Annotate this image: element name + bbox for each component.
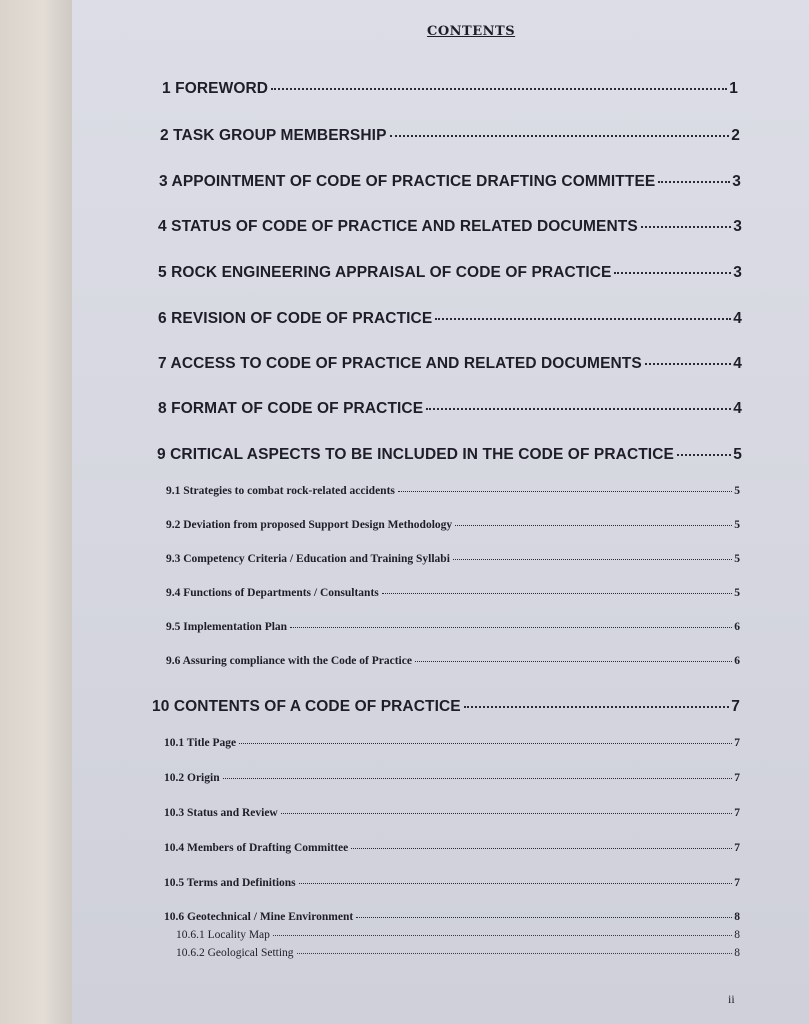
toc-entry[interactable] (158, 310, 742, 328)
toc-subentry[interactable] (166, 621, 740, 633)
toc-entry[interactable] (158, 355, 742, 373)
leader-dots (614, 272, 731, 274)
table-of-contents (72, 0, 809, 1024)
toc-subentry[interactable] (166, 587, 740, 599)
toc-entry-page: 8 (734, 947, 740, 959)
toc-entry-title: 9.6 Assuring compliance with the Code of Practice (166, 655, 412, 667)
toc-entry-title: 10.4 Members of Drafting Committee (164, 842, 349, 854)
toc-entry-title: 4 STATUS OF CODE OF PRACTICE AND RELATED DOCUMENTS (158, 218, 638, 235)
toc-entry-page: 7 (734, 737, 740, 749)
toc-entry-title: 9.2 Deviation from proposed Support Design Methodology (166, 519, 453, 531)
toc-subentry[interactable] (164, 807, 740, 819)
leader-dots (641, 226, 732, 228)
toc-entry-title: 10.5 Terms and Definitions (164, 877, 296, 889)
toc-entry-page: 2 (731, 127, 740, 144)
toc-subentry[interactable] (166, 519, 740, 531)
toc-subentry[interactable] (164, 737, 740, 749)
toc-entry-page: 5 (734, 553, 740, 565)
leader-dots (297, 953, 733, 954)
toc-entry-page: 7 (731, 698, 740, 715)
leader-dots (415, 661, 732, 662)
toc-subentry[interactable] (164, 911, 740, 923)
leader-dots (356, 917, 732, 918)
leader-dots (299, 883, 733, 884)
toc-entry-page: 5 (733, 446, 742, 463)
toc-entry-page: 5 (734, 485, 740, 497)
leader-dots (281, 813, 733, 814)
toc-entry-page: 4 (733, 355, 742, 372)
toc-entry-page: 7 (734, 877, 740, 889)
toc-entry-title: 9.1 Strategies to combat rock-related accidents (166, 485, 395, 497)
toc-entry[interactable] (158, 218, 742, 236)
toc-entry[interactable] (159, 173, 741, 191)
toc-entry-title: 1 FOREWORD (162, 80, 269, 97)
toc-entry-page: 7 (734, 842, 740, 854)
leader-dots (658, 181, 730, 183)
toc-entry-page: 3 (733, 264, 742, 281)
toc-entry-title: 6 REVISION OF CODE OF PRACTICE (158, 310, 433, 327)
toc-entry[interactable] (152, 698, 740, 716)
leader-dots (677, 454, 731, 456)
toc-entry[interactable] (158, 400, 742, 418)
toc-entry-title: 9.5 Implementation Plan (166, 621, 288, 633)
toc-subentry[interactable] (166, 655, 740, 667)
toc-subentry[interactable] (166, 485, 740, 497)
leader-dots (455, 525, 732, 526)
toc-entry-title: 9.4 Functions of Departments / Consultants (166, 587, 379, 599)
leader-dots (426, 408, 731, 410)
toc-entry-title: 10.6.2 Geological Setting (176, 947, 294, 959)
toc-entry-title: 10.6.1 Locality Map (176, 929, 270, 941)
leader-dots (290, 627, 732, 628)
toc-entry-page: 5 (734, 519, 740, 531)
toc-entry-page: 8 (734, 929, 740, 941)
toc-entry-title: 7 ACCESS TO CODE OF PRACTICE AND RELATED DOCUMENTS (158, 355, 642, 372)
toc-entry[interactable] (160, 127, 740, 145)
toc-entry-page: 4 (733, 310, 742, 327)
toc-entry-title: 10.3 Status and Review (164, 807, 278, 819)
toc-entry-page: 6 (734, 621, 740, 633)
toc-entry-title: 5 ROCK ENGINEERING APPRAISAL OF CODE OF PRACTICE (158, 264, 612, 281)
toc-entry-title: 2 TASK GROUP MEMBERSHIP (160, 127, 387, 144)
toc-entry-title: 10.2 Origin (164, 772, 220, 784)
page-number: ii (728, 992, 735, 1006)
leader-dots (223, 778, 733, 779)
toc-entry-title: 10 CONTENTS OF A CODE OF PRACTICE (152, 698, 461, 715)
leader-dots (239, 743, 732, 744)
toc-entry[interactable] (158, 264, 742, 282)
toc-entry-title: 9 CRITICAL ASPECTS TO BE INCLUDED IN THE CODE OF PRACTICE (157, 446, 674, 463)
toc-subentry[interactable] (164, 842, 740, 854)
leader-dots (390, 135, 730, 137)
toc-subentry[interactable] (164, 877, 740, 889)
toc-entry[interactable] (157, 446, 742, 464)
leader-dots (382, 593, 732, 594)
leader-dots (435, 318, 731, 320)
toc-entry-title: 8 FORMAT OF CODE OF PRACTICE (158, 400, 424, 417)
toc-subentry[interactable] (164, 772, 740, 784)
toc-entry-page: 6 (734, 655, 740, 667)
leader-dots (464, 706, 730, 708)
toc-entry[interactable] (162, 80, 738, 98)
leader-dots (398, 491, 732, 492)
toc-entry-title: 10.1 Title Page (164, 737, 237, 749)
toc-subsubentry[interactable] (176, 947, 740, 959)
toc-entry-title: 9.3 Competency Criteria / Education and Training Syllabi (166, 553, 450, 565)
toc-entry-page: 3 (732, 173, 741, 190)
contents-heading: CONTENTS (427, 24, 516, 39)
leader-dots (645, 363, 731, 365)
toc-subsubentry[interactable] (176, 929, 740, 941)
toc-entry-page: 5 (734, 587, 740, 599)
contents-page (72, 0, 809, 1024)
book-binding (0, 0, 72, 1024)
leader-dots (351, 848, 732, 849)
toc-entry-page: 7 (734, 807, 740, 819)
toc-entry-page: 7 (734, 772, 740, 784)
toc-entry-page: 3 (733, 218, 742, 235)
toc-subentry[interactable] (166, 553, 740, 565)
leader-dots (271, 88, 727, 90)
leader-dots (453, 559, 732, 560)
leader-dots (273, 935, 732, 936)
toc-entry-title: 3 APPOINTMENT OF CODE OF PRACTICE DRAFTING COMMITTEE (159, 173, 656, 190)
toc-entry-page: 8 (734, 911, 740, 923)
toc-entry-title: 10.6 Geotechnical / Mine Environment (164, 911, 354, 923)
toc-entry-page: 4 (733, 400, 742, 417)
toc-entry-page: 1 (729, 80, 738, 97)
